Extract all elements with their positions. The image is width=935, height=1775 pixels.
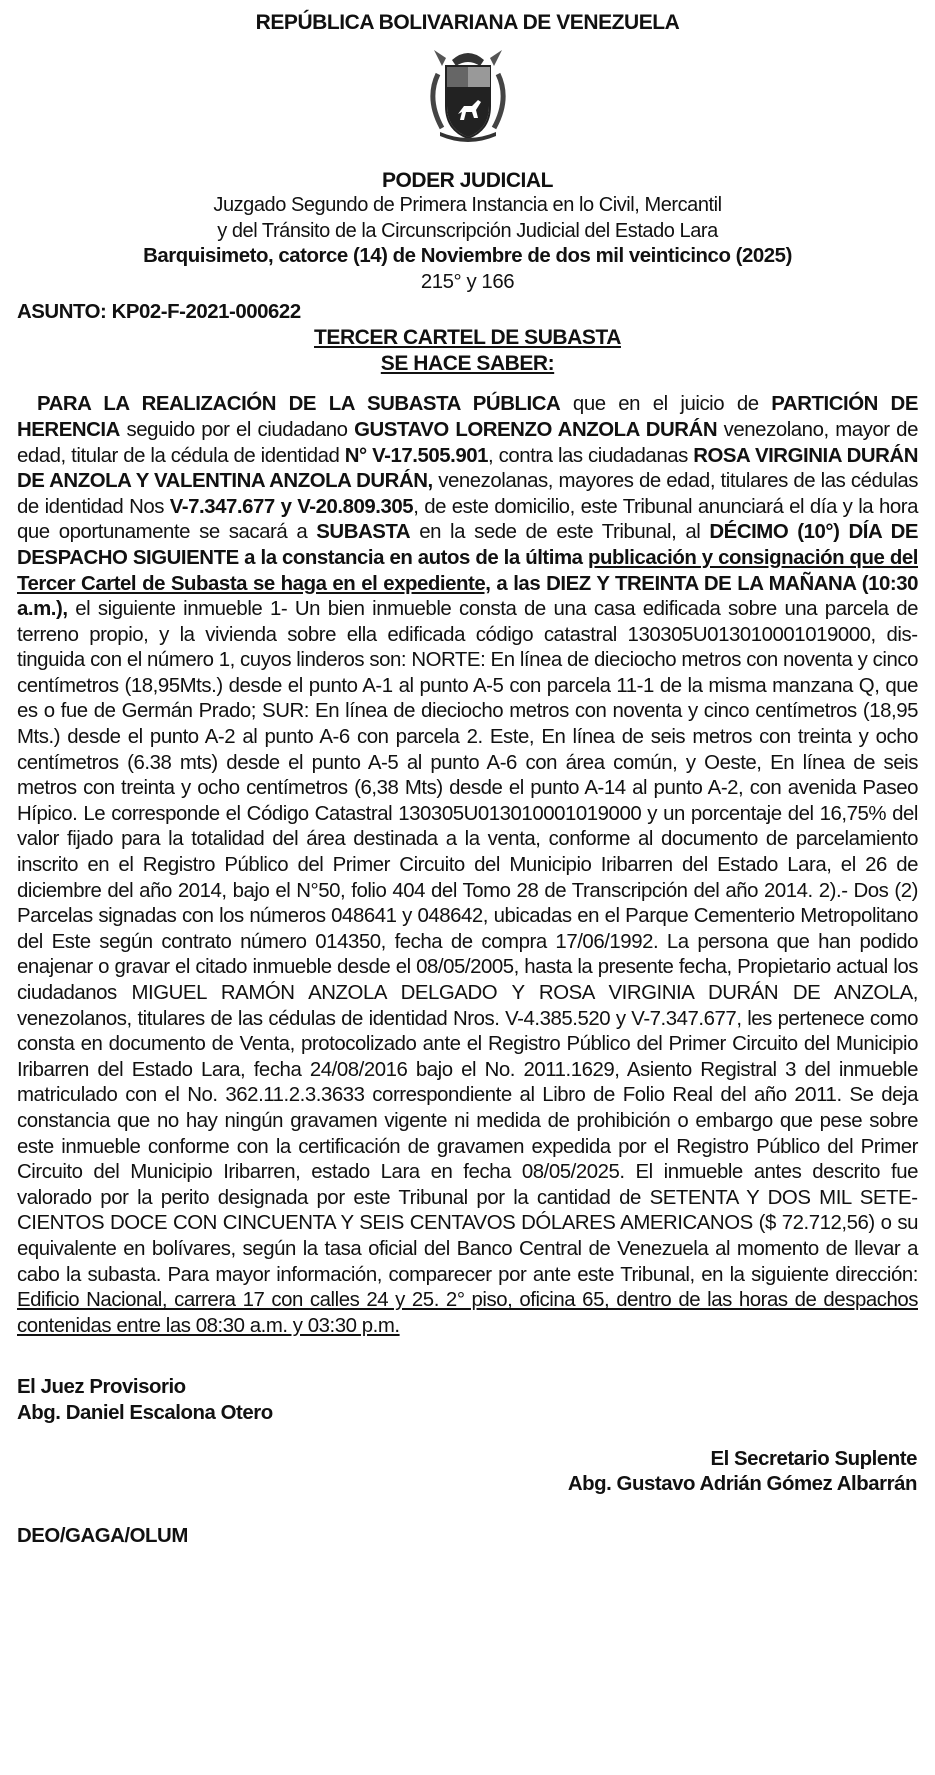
case-number: ASUNTO: KP02-F-2021-000622 bbox=[17, 300, 301, 323]
body-segment: venezolanas, mayores de edad, titulares de las cédulas de identidad Nos bbox=[17, 470, 918, 518]
judicial-branch-heading: PODER JUDICIAL bbox=[381, 168, 554, 192]
notice-subtitle: SE HACE SABER: bbox=[380, 351, 555, 375]
auction-time: a las DIEZ Y TREINTA DE LA MAÑANA (10:30 a.m.), bbox=[17, 572, 918, 621]
body-segment: venezolano, mayor de edad, titular de la cédula de identidad bbox=[17, 418, 918, 467]
secretary-signature bbox=[17, 1447, 918, 1498]
body-segment: PARA LA REALIZACIÓN DE LA SUBASTA PÚBLICA bbox=[37, 393, 561, 416]
judge-signature bbox=[17, 1375, 918, 1426]
notice-body bbox=[17, 392, 918, 1339]
defendants-ids: V-7.347.677 y V-20.809.305 bbox=[169, 495, 414, 518]
coat-of-arms-icon bbox=[412, 44, 524, 144]
property-description: el siguiente inmueble 1- Un bien inmueble consta de una casa edificada sobre una parcela de terreno propio, y la vivienda sobre ella edificada código catastral 130305U013010001019000, distinguida con el número 1, cuyos linderos son: NORTE: En línea de dieciocho metros con noventa y cinco centímetros (18,95Mts.) desde el punto A-1 al punto A-5 con parcela 11-1 de la misma manzana Q, que es o fue de Germán Prado; SUR: En línea de dieciocho metros con noventa y cinco centímetros (18,95 Mts.) desde el punto A-2 al punto A-6 con parcela 2. Este, En línea de seis metros con treinta y ocho centímetros (6.38 mts) desde el punto A-5 al punto A-6 con área común, y Oeste, En línea de seis metros con treinta y ocho centímetros (6,38 Mts) desde el punto A-14 al punto A-2, con avenida Paseo Hípico. Le corresponde el Código Catastral 130305U013010001019000 y un porcentaje del 16,75% del valor fijado para la totalidad del área destinada a la venta, conforme al documento de parcelamiento inscrito en el Registro Público del Primer Circuito del Municipio Iribarren del Estado Lara, el 26 de diciembre del año 2014, bajo el N°50, folio 404 del Tomo 28 de Transcripción del año 2014. 2).- Dos (2) Parcelas signadas con los números 048641 y 048642, ubicadas en el Parque Cementerio Metropolitano del Este según contrato número 014350, fecha de compra 17/06/1992. La persona que han podido enajenar o gravar el citado inmueble desde el 08/05/2005, hasta la presente fecha, Propietario actual los ciudadanos MIGUEL RAMÓN ANZOLA DELGADO Y ROSA VIRGINIA DURÁN DE ANZOLA, venezolanos, titulares de las cédulas de identidad Nros. V-4.385.520 y V-7.347.677, les pertenece como consta en documento de Venta, protocolizado ante el Registro Público del Primer Circuito del Municipio Iribarren del Estado Lara, fecha 24/08/2016 bajo el No. 2011.1629, Asiento Registral 3 del inmueble matriculado con el No. 362.11.2.3.3633 correspondiente al Libro de Folio Real del año 2011. Se deja constancia que no hay ningún gravamen vigente ni medida de prohibición o embargo que pese sobre este inmueble conforme con la certificación de gravamen expedida por el Registro Público del Primer Circuito del Municipio Iribarren, estado Lara en fecha 08/05/2025. El inmueble antes descrito fue valorado por la perito designada por este Tribunal por la cantidad de SETENTA Y DOS MIL SETECIENTOS DOCE CON CINCUENTA Y SEIS CENTAVOS DÓLARES AMERICANOS ($ 72.712,56) o su equivalente en bolívares, según la tasa oficial del Banco Central de Venezuela al momento de llevar a cabo la subasta. Para mayor información, comparecer por ante este Tribunal, en la siguiente dirección: bbox=[17, 598, 918, 1286]
court-name-line2: y del Tránsito de la Circunscripción Judicial del Estado Lara bbox=[217, 219, 718, 242]
body-segment: seguido por el ciudadano bbox=[119, 418, 355, 441]
secretary-role: El Secretario Suplente bbox=[710, 1447, 917, 1470]
auction-day: DÉCIMO (10°) DÍA DE DESPACHO SIGUIENTE a la constancia en autos de la última bbox=[17, 521, 919, 569]
judge-role: El Juez Provisorio bbox=[17, 1376, 186, 1399]
judge-name: Abg. Daniel Escalona Otero bbox=[17, 1401, 273, 1424]
date-line: Barquisimeto, catorce (14) de Noviembre de dos mil veinticinco (2025) bbox=[143, 245, 792, 268]
secretary-name: Abg. Gustavo Adrián Gómez Albarrán bbox=[567, 1473, 917, 1496]
defendants-names: ROSA VIRGINIA DURÁN DE ANZOLA Y VALENTINA ANZOLA DURÁN, bbox=[17, 444, 918, 493]
plaintiff-name: GUSTAVO LORENZO ANZOLA DURÁN bbox=[354, 418, 718, 441]
body-segment: , de este domicilio, este Tribunal anunciará el día y la hora que oportunamente se sacará a bbox=[17, 495, 918, 544]
country-heading: REPÚBLICA BOLIVARIANA DE VENEZUELA bbox=[255, 11, 680, 34]
body-segment: en la sede de este Tribunal, al bbox=[410, 521, 710, 544]
initials: DEO/GAGA/OLUM bbox=[17, 1524, 188, 1547]
plaintiff-id: N° V-17.505.901 bbox=[344, 444, 489, 467]
body-segment: PARTICIÓN DE HERENCIA bbox=[17, 393, 918, 441]
years-line: 215° y 166 bbox=[420, 270, 515, 293]
body-segment: SUBASTA bbox=[316, 521, 411, 544]
body-segment: , contra las ciudadanas bbox=[488, 444, 694, 467]
notice-title: TERCER CARTEL DE SUBASTA bbox=[314, 326, 621, 350]
court-name-line1: Juzgado Segundo de Primera Instancia en lo Civil, Mercantil bbox=[213, 194, 722, 217]
publication-condition: publicación y consignación que del Tercer Cartel de Subasta se haga en el expediente, bbox=[17, 546, 918, 595]
body-segment: que en el juicio de bbox=[560, 393, 772, 416]
court-address: Edificio Nacional, carrera 17 con calles 24 y 25. 2° piso, oficina 65, dentro de las horas de despachos contenidas entre las 08:30 a.m. y 03:30 p.m. bbox=[17, 1289, 918, 1337]
